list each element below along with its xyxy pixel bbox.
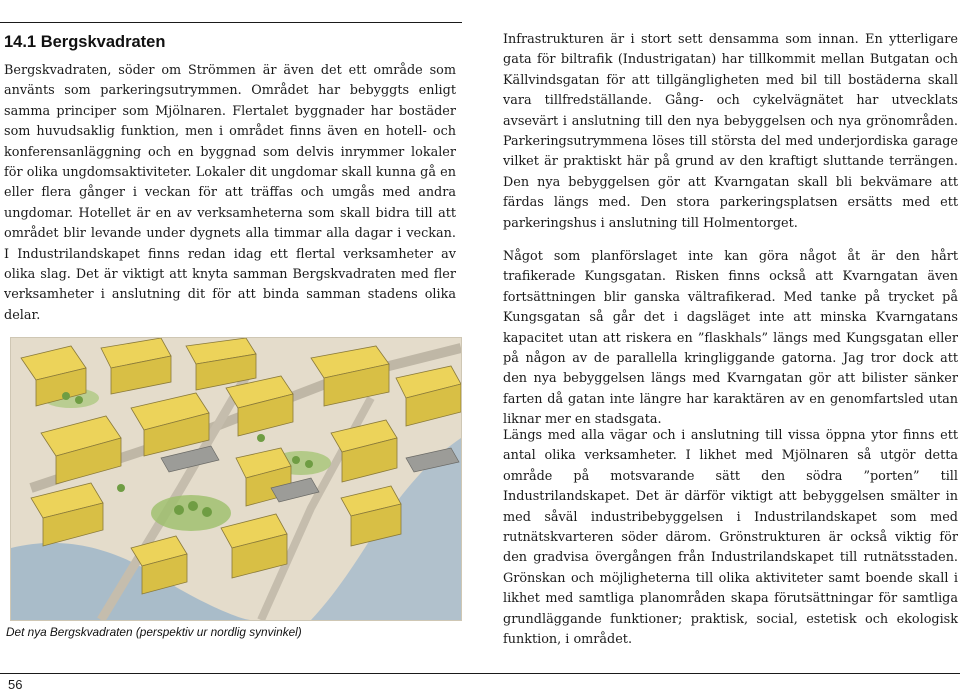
footer-rule xyxy=(0,673,960,674)
right-paragraph-verksamheter: Längs med alla vägar och i anslutning till vissa öppna ytor finns ett antal olika verksamheter. I likhet med Mjölnaren så utgör detta område på motsvarande sätt den södra ”porten” till Industrilandskapet. Det är därför viktigt att bebyggelsen smälter in med såväl industribebyggelsen i Industrilandskapet som med rutnätskvarteren söder därom. Grönstrukturen är också viktig för den gradvisa övergången från Industrilandskapet till rutnätsstaden. Grönskan och möjligheterna till olika aktiviteter samt boende skall i likhet med samtliga planområden skapa förutsättningar för samtliga grundläggande funktioner; praktisk, social, estetisk och ekologisk funktion, i området. xyxy=(503,428,958,648)
section-title: 14.1 Bergskvadraten xyxy=(4,33,166,51)
bergskvadraten-drawing xyxy=(10,337,462,621)
section-title-bar xyxy=(0,22,462,62)
figure-caption: Det nya Bergskvadraten (perspektiv ur nordlig synvinkel) xyxy=(6,625,302,639)
page-number: 56 xyxy=(8,677,23,692)
right-paragraph-kungsgatan: Något som planförslaget inte kan göra något åt är den hårt trafikerade Kungsgatan. Risken finns också att Kvarngatan även fortsättningen blir ganska vältrafikerad. Med tanke på trycket på Kungsgatan så går det i dagsläget inte att minska Kvarngatans kapacitet utan att riskera en ”flaskhals” längs med Kungsgatan eller på någon av de parallella kringliggande gatorna. Jag tror dock att den nya bebyggelsen längs med Kvarngatan gör att bilister sänker farten då gatan inte längre har karaktären av en genomfartsled utan liknar mer en stadsgata. xyxy=(503,249,958,428)
drawing-svg xyxy=(11,338,461,620)
left-paragraph: Bergskvadraten, söder om Strömmen är även det ett område som använts som parkeringsutrymmen. Området har bebyggts enligt samma principer som Mjölnaren. Flertalet byggnader har bostäder som huvudsaklig funktion, men i området finns även en hotell- och konferensanläggning och en byggnad som delvis inrymmer lokaler för olika ungdomsaktiviteter. Lokaler dit ungdomar skall kunna gå en eller flera gånger i veckan för att träffas och umgås med andra ungdomar. Hotellet är en av verksamheterna som skall bidra till att området blir levande under dygnets alla timmar alla dagar i veckan. I Industrilandskapet finns redan idag ett flertal verksamheter av olika slag. Det är viktigt att knyta samman Bergskvadraten med fler verksamheter i anslutning dit för att binda samman stadens olika delar. xyxy=(4,63,456,323)
right-paragraph-infrastructure: Infrastrukturen är i stort sett densamma som innan. En ytterligare gata för biltrafik (Industrigatan) har tillkommit mellan Butgatan och Källvindsgatan för att tillgängligheten med bil till bostäderna skall vara tillfredställande. Gång- och cykelvägnätet har utvecklats avsevärt i anslutning till den nya bebyggelsen och nya grönområden. Parkeringsutrymmena löses till största del med underjordiska garage vilket är praktiskt här på grund av den kraftigt sluttande terrängen. Den nya bebyggelsen gör att Kvarngatan skall bli bekvämare att färdas längs med. Den stora parkeringsplatsen ersätts med ett parkeringshus i anslutning till Holmentorget. xyxy=(503,32,958,231)
